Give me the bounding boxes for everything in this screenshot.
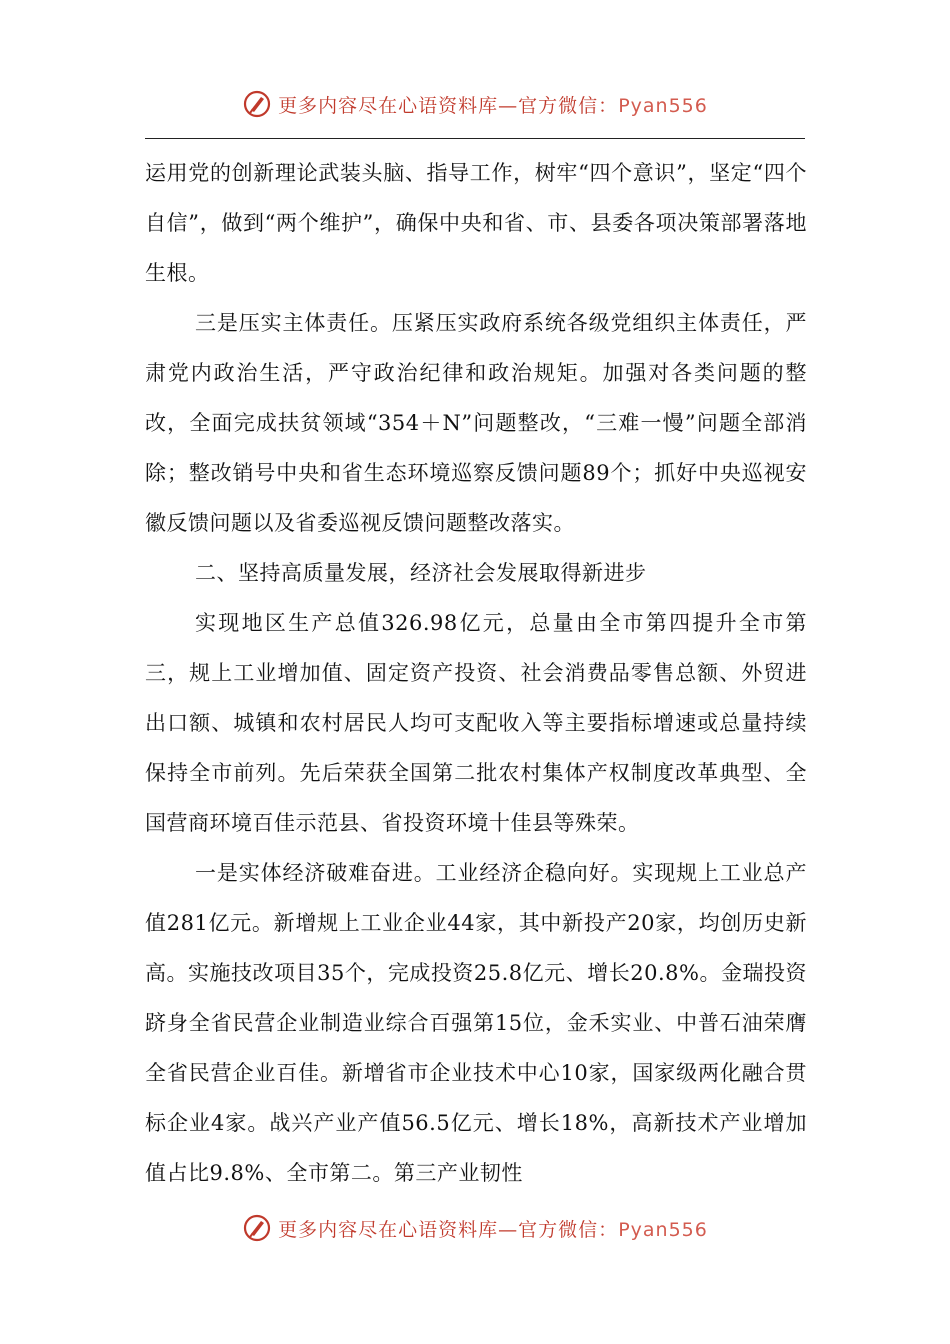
paragraph-1: 运用党的创新理论武装头脑、指导工作，树牢“四个意识”，坚定“四个自信”，做到“两个维护”，确保中央和省、市、县委各项决策部署落地生根。: [145, 161, 807, 285]
banner-dash: —: [498, 94, 519, 117]
section-heading: 二、坚持高质量发展，经济社会发展取得新进步: [195, 561, 647, 585]
paragraph-2: 三是压实主体责任。压紧压实政府系统各级党组织主体责任，严肃党内政治生活，严守政治纪律和政治规矩。加强对各类问题的整改，全面完成扶贫领域“354＋N”问题整改，“三难一慢”问题全部消除；整改销号中央和省生态环境巡察反馈问题89个；抓好中央巡视安徽反馈问题以及省委巡视反馈问题整改落实。: [145, 311, 807, 535]
paragraph-4: 一是实体经济破难奋进。工业经济企稳向好。实现规上工业总产值281亿元。新增规上工业企业44家，其中新投产20家，均创历史新高。实施技改项目35个，完成投资25.8亿元、增长20.8%。金瑞投资跻身全省民营企业制造业综合百强第15位，金禾实业、中普石油荣膺全省民营企业百佳。新增省市企业技术中心10家，国家级两化融合贯标企业4家。战兴产业产值56.5亿元、增长18%，高新技术产业增加值占比9.8%、全市第二。第三产业韧性: [145, 861, 807, 1185]
banner-dash: —: [498, 1218, 519, 1241]
banner-text: [278, 1215, 708, 1242]
logo-icon: [242, 89, 272, 119]
banner-prefix: 更多内容尽在心语资料库: [278, 1218, 499, 1241]
banner-prefix: 更多内容尽在心语资料库: [278, 94, 499, 117]
paragraph-3: 实现地区生产总值326.98亿元，总量由全市第四提升全市第三，规上工业增加值、固定资产投资、社会消费品零售总额、外贸进出口额、城镇和农村居民人均可支配收入等主要指标增速或总量持续保持全市前列。先后荣获全国第二批农村集体产权制度改革典型、全国营商环境百佳示范县、省投资环境十佳县等殊荣。: [145, 611, 807, 835]
header-divider: [145, 138, 805, 139]
banner-wechat-id: Pyan556: [618, 1218, 708, 1241]
banner-text: [278, 91, 708, 118]
footer-banner: [0, 1208, 950, 1248]
banner-wechat-id: Pyan556: [618, 94, 708, 117]
banner-label: 官方微信：: [518, 1218, 619, 1241]
banner-label: 官方微信：: [518, 94, 619, 117]
header-banner: [0, 84, 950, 124]
document-body: [145, 148, 807, 1198]
logo-icon: [242, 1213, 272, 1243]
